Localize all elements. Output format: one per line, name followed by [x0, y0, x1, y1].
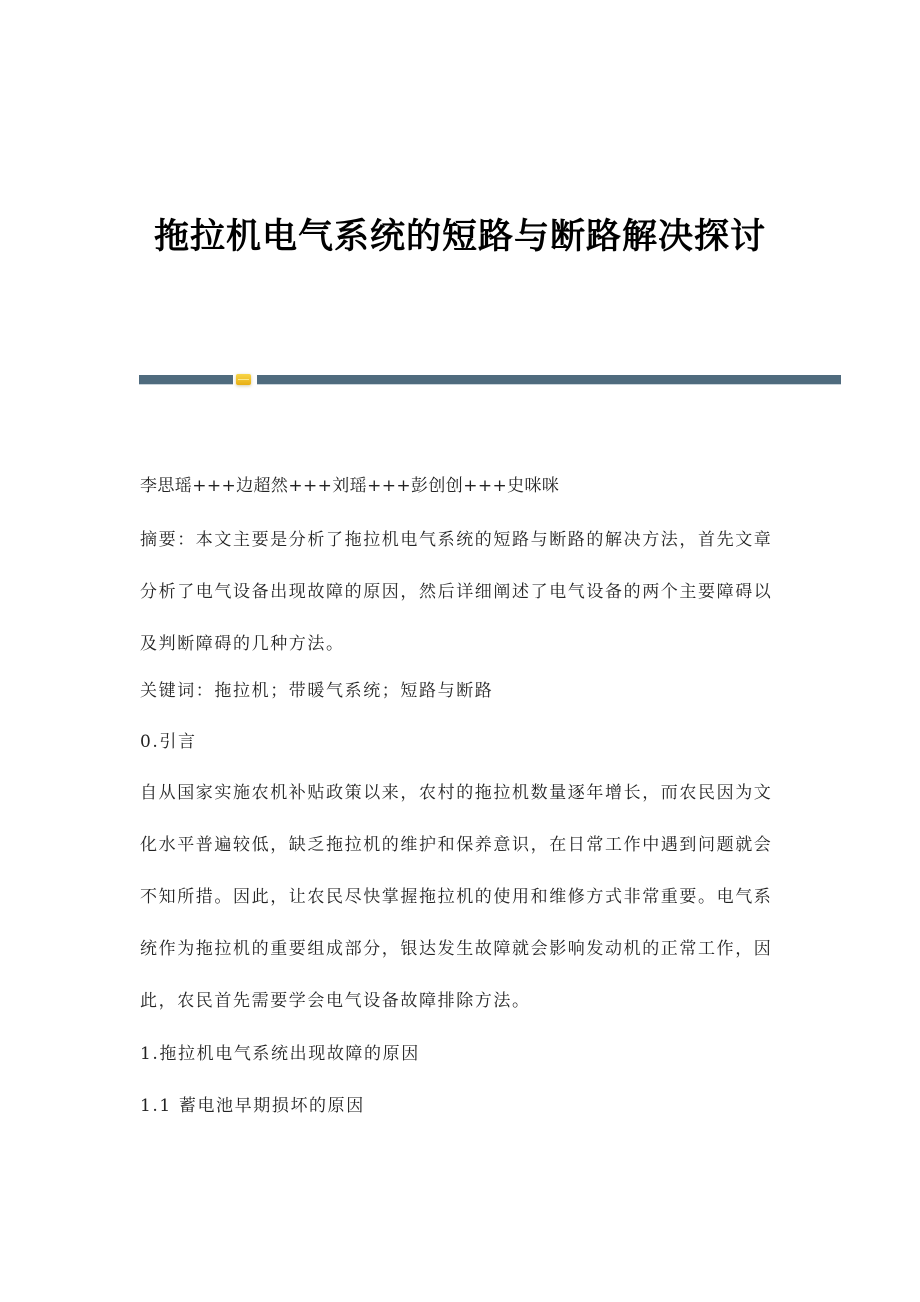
introduction-paragraph: 自从国家实施农机补贴政策以来，农村的拖拉机数量逐年增长，而农民因为文化水平普遍较低，缺乏拖拉机的维护和保养意识，在日常工作中遇到问题就会不知所措。因此，让农民尽快掌握拖拉机的使用和维修方式非常重要。电气系统作为拖拉机的重要组成部分，银达发生故障就会影响发动机的正常工作，因此，农民首先需要学会电气设备故障排除方法。	[140, 783, 773, 1011]
divider-bar-left	[139, 375, 233, 384]
abstract-paragraph: 摘要：本文主要是分析了拖拉机电气系统的短路与断路的解决方法，首先文章分析了电气设备出现故障的原因，然后详细阐述了电气设备的两个主要障碍以及判断障碍的几种方法。	[140, 530, 773, 654]
section-heading-fault-causes: 1.拖拉机电气系统出现故障的原因	[140, 1044, 420, 1064]
subsection-heading-battery-damage: 1.1 蓄电池早期损坏的原因	[140, 1096, 365, 1116]
section-heading-introduction: 0.引言	[140, 732, 197, 752]
keywords-line: 关键词：拖拉机；带暖气系统；短路与断路	[140, 681, 494, 701]
divider-bar-right	[257, 375, 841, 384]
divider-marker-icon	[236, 374, 251, 385]
document-title: 拖拉机电气系统的短路与断路解决探讨	[153, 217, 766, 258]
authors-line: 李思瑶+++边超然+++刘瑶+++彭创创+++史咪咪	[140, 476, 560, 496]
title-divider	[139, 375, 841, 385]
